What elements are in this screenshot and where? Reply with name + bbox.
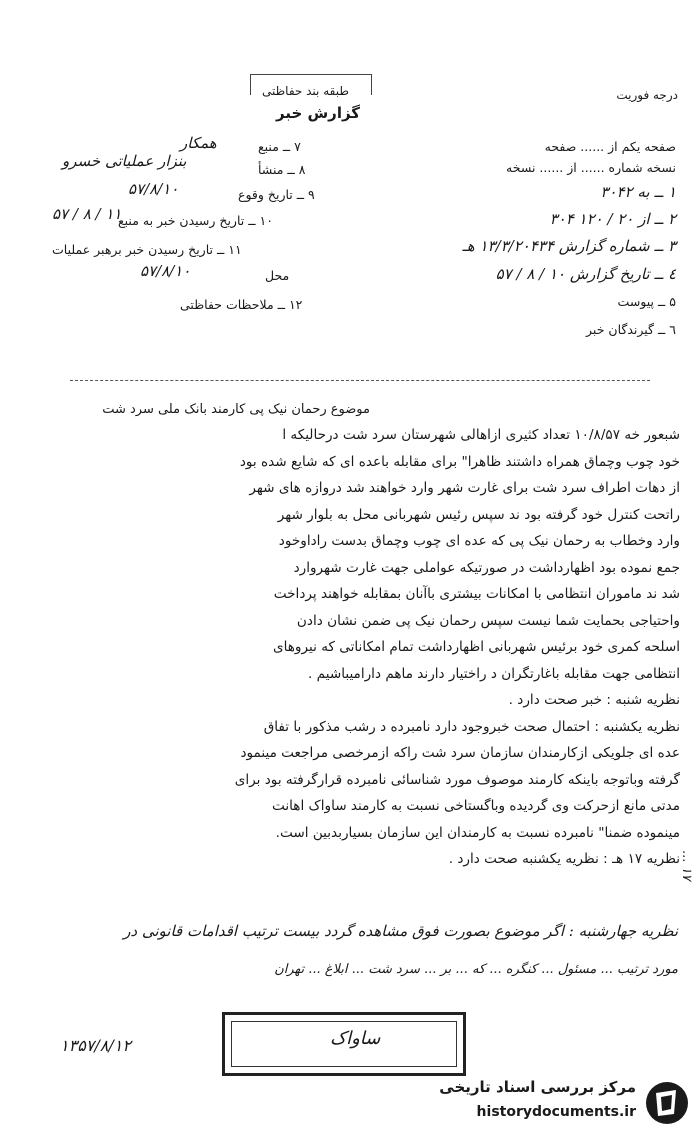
- body-line: مدتی مانع ازحرکت وی گردیده وباگستاخی نسبت به کارمند ساواک اهانت: [272, 798, 680, 814]
- event-date-value: ۵۷/۸/۱۰: [128, 180, 179, 198]
- margin-annotation: ۱۷ ...: [679, 849, 694, 880]
- body-line: واحتیاجی بحمایت شما نیست سپس رحمان نیک پی ضمن نشان دادن: [296, 612, 680, 629]
- body-line: اسلحه کمری خود برئیس شهربانی اظهارداشت تمام امکاناتی که نیروهای: [272, 639, 680, 655]
- body-line: نظریه شنبه : خبر صحت دارد .: [508, 692, 680, 708]
- classification-label: طبقه بند حفاظتی: [262, 84, 349, 98]
- attachment-field: ۵ ــ پیوست: [617, 294, 676, 309]
- body-line: عده ای جلویکی ازکارمندان سازمان سرد شت راکه ازمرخصی مراجعت مینمود: [240, 745, 680, 761]
- to-field: ۱ ــ به ۳۰۴۲: [600, 183, 676, 201]
- receive-source-value: ۱۱ / ۸ / ۵۷: [52, 205, 122, 223]
- copy-number-field: نسخه شماره ...... از ...... نسخه: [506, 160, 676, 175]
- body-line: راتحت کنترل خود گرفته بود ند سپس رئیس شهربانی محل به بلوار شهر: [277, 506, 680, 523]
- archive-logo-icon: [644, 1078, 690, 1128]
- body-line: گرفته وباتوجه باینکه کارمند موصوف مورد شناسائی نامبرده قرارگرفته بود برای: [234, 771, 680, 788]
- source-value: همکار: [180, 134, 217, 152]
- recipients-field: ٦ ــ گیرندگان خبر: [586, 322, 676, 337]
- page-count-field: صفحه یکم از ...... صفحه: [544, 139, 676, 154]
- stamp-date: ۱۳۵۷/۸/۱۲: [60, 1036, 131, 1055]
- body-line: وارد وخطاب به رحمان نیک پی که عده ای چوب وچماق بدست راداوخود: [278, 533, 680, 549]
- separator-line: [70, 380, 650, 381]
- receive-ops-label: ۱۱ ــ تاریخ رسیدن خبر برهبر عملیات: [52, 242, 242, 257]
- body-line: از دهات اطراف سرد شت برای غارت شهر وارد خواهند شد دروازه های شهر: [249, 480, 680, 496]
- from-field: ۲ ــ از ۲۰ / ۱۲۰ ۳۰۴: [549, 210, 676, 228]
- handwritten-note-line: مورد ترتیب ... مسئول ... کنگره ... که ... بر ... سرد شت ... ابلاغ ... تهران: [274, 962, 678, 977]
- body-line: نظریه ۱۷ هـ : نظریه یکشنبه صحت دارد .: [448, 851, 680, 867]
- handwritten-note-line: نظریه جهارشنبه : اگر موضوع بصورت فوق مشاهده گردد بیست ترتیب اقدامات قانونی در: [123, 922, 678, 940]
- body-line: جمع نموده بود اظهارداشت در صورتیکه عواملی جهت غارت شهروارد: [293, 559, 680, 576]
- logo-url: historydocuments.ir: [476, 1104, 636, 1120]
- report-title: گزارش خبر: [276, 104, 361, 122]
- stamp-text: ساواک: [330, 1028, 381, 1049]
- place-label: محل: [265, 268, 290, 283]
- body-line: شبعور خه ۱۰/۸/۵۷ تعداد کثیری ازاهالی شهرستان سرد شت درحالیکه ا: [282, 427, 680, 443]
- body-line: نظریه یکشنبه : احتمال صحت خبروجود دارد نامبرده د رشب مذکور با تفاق: [263, 718, 680, 735]
- body-line: مینموده ضمنا" نامبرده نسبت به کارمندان این سازمان بسیاربدبین است.: [275, 824, 680, 841]
- receive-source-label: ۱۰ ــ تاریخ رسیدن خبر به منبع: [118, 213, 273, 228]
- receive-ops-value: ۵۷/۸/۱۰: [140, 262, 191, 280]
- source-label: ۷ ــ منبع: [258, 139, 301, 154]
- event-date-label: ۹ ــ تاریخ وقوع: [238, 187, 315, 202]
- body-line: شد ند ماموران انتظامی با امکانات بیشتری باآنان بمقابله خواهند پرداخت: [273, 586, 680, 602]
- subject-line: موضوع رحمان نیک پی کارمند بانک ملی سرد شت: [102, 402, 370, 417]
- urgency-label: درجه فوریت: [616, 88, 678, 102]
- report-number-field: ۳ ــ شماره گزارش ۱۳/۳/۲۰۴۳۴ هـ: [462, 237, 676, 255]
- origin-label: ۸ ــ منشأ: [258, 162, 306, 177]
- report-date-field: ٤ ــ تاریخ گزارش ۱۰ / ۸ / ۵۷: [495, 265, 676, 283]
- body-line: خود چوب وچماق همراه داشتند ظاهرا" برای مقابله باعده ای که شایع شده بود: [239, 453, 680, 470]
- logo-name: مرکز بررسی اسناد تاریخی: [439, 1078, 636, 1096]
- body-line: انتظامی جهت مقابله باغارتگران د راختیار دارند ماهم داراميباشيم .: [308, 665, 680, 682]
- security-notes-label: ۱۲ ــ ملاحظات حفاظتی: [180, 297, 303, 312]
- archive-logo: [420, 1072, 696, 1136]
- origin-value: بنزار عملیاتی خسرو: [62, 152, 187, 170]
- report-body: [40, 422, 680, 873]
